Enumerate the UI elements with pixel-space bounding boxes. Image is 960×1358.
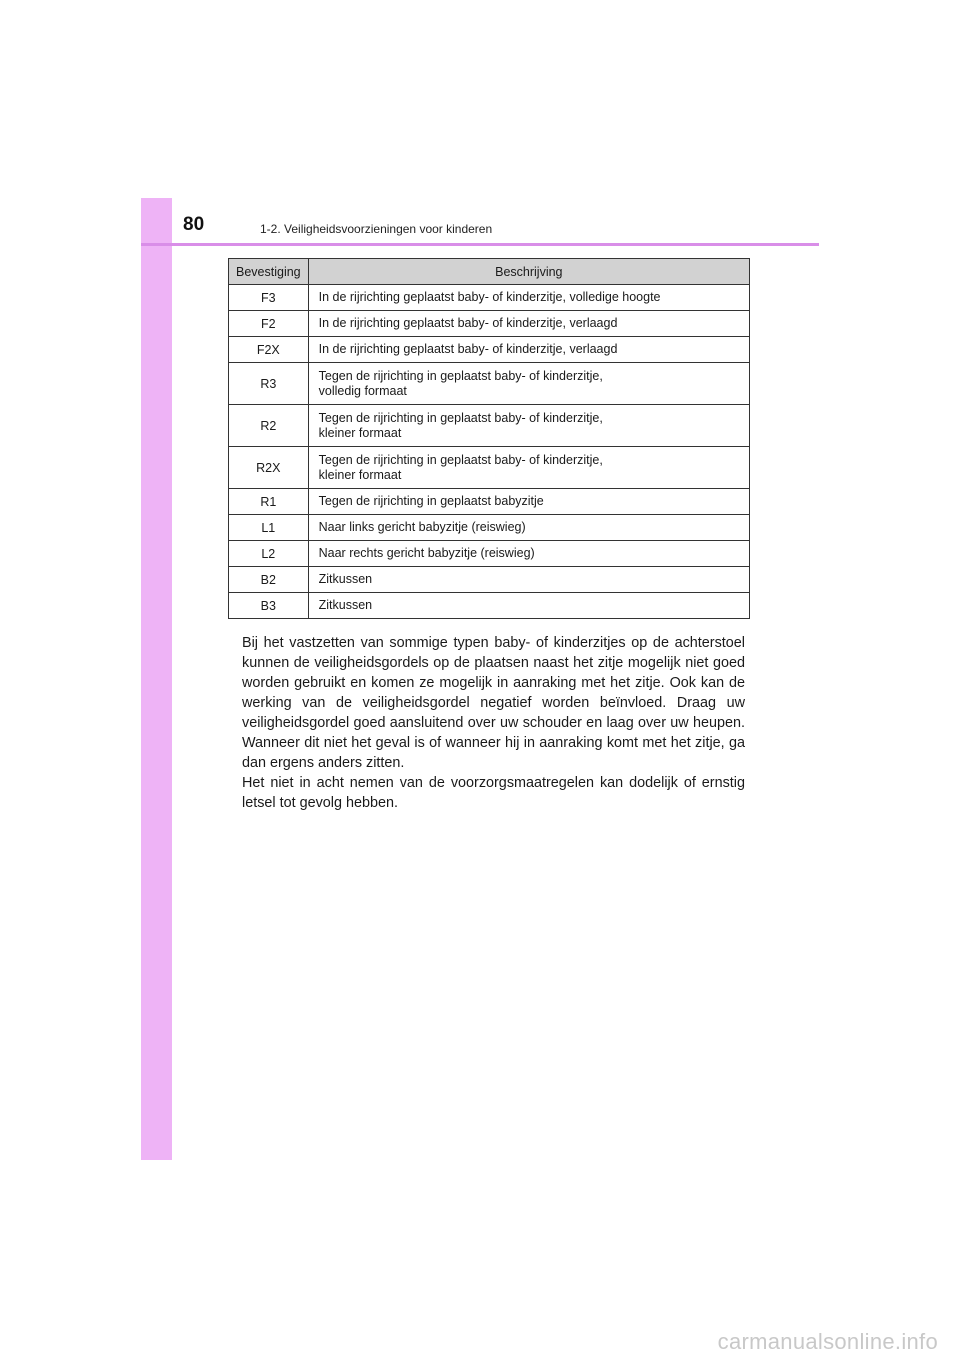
row-description: Tegen de rijrichting in geplaatst baby- of kinderzitje, kleiner formaat <box>308 447 749 489</box>
row-description: Naar rechts gericht babyzitje (reiswieg) <box>308 541 749 567</box>
row-description: In de rijrichting geplaatst baby- of kinderzitje, verlaagd <box>308 311 749 337</box>
row-description: Tegen de rijrichting in geplaatst babyzitje <box>308 489 749 515</box>
table-row <box>229 541 750 567</box>
row-description: Naar links gericht babyzitje (reiswieg) <box>308 515 749 541</box>
table-row <box>229 405 750 447</box>
table-header-row <box>229 259 750 285</box>
row-description: Tegen de rijrichting in geplaatst baby- of kinderzitje, kleiner formaat <box>308 405 749 447</box>
row-description: In de rijrichting geplaatst baby- of kinderzitje, volledige hoogte <box>308 285 749 311</box>
row-description: Zitkussen <box>308 567 749 593</box>
watermark: carmanualsonline.info <box>717 1329 938 1354</box>
row-code: F2 <box>229 311 309 337</box>
row-description: In de rijrichting geplaatst baby- of kinderzitje, verlaagd <box>308 337 749 363</box>
table-row <box>229 337 750 363</box>
table-row <box>229 447 750 489</box>
row-code: R2X <box>229 447 309 489</box>
row-code: B2 <box>229 567 309 593</box>
section-color-tab <box>141 198 172 1160</box>
section-title: 1-2. Veiligheidsvoorzieningen voor kinderen <box>260 222 493 236</box>
row-code: L1 <box>229 515 309 541</box>
row-code: B3 <box>229 593 309 619</box>
column-header-bevestiging: Bevestiging <box>229 259 309 285</box>
table-row <box>229 363 750 405</box>
column-header-beschrijving: Beschrijving <box>308 259 749 285</box>
table-row <box>229 567 750 593</box>
table-row <box>229 515 750 541</box>
warning-paragraph: Bij het vastzetten van sommige typen baby- of kinderzitjes op de achterstoel kunnen de veiligheidsgordels op de plaatsen naast het zitje mogelijk niet goed worden gebruikt en komen ze mogelijk in aanraking met het zitje. Ook kan de werking van de veiligheidsgordel negatief worden beïnvloed. Draag uw veiligheidsgordel goed aansluitend over uw schouder en laag over uw heupen. Wanneer dit niet het geval is of wanneer hij in aanraking komt met het zitje, ga dan ergens anders zitten. <box>242 635 745 771</box>
warning-text <box>242 633 745 813</box>
attachment-table <box>228 258 750 619</box>
consequence-paragraph: Het niet in acht nemen van de voorzorgsmaatregelen kan dodelijk of ernstig letsel tot gevolg hebben. <box>242 775 745 811</box>
row-description: Tegen de rijrichting in geplaatst baby- of kinderzitje, volledig formaat <box>308 363 749 405</box>
row-code: R2 <box>229 405 309 447</box>
row-code: R1 <box>229 489 309 515</box>
table-row <box>229 311 750 337</box>
table-row <box>229 593 750 619</box>
row-description: Zitkussen <box>308 593 749 619</box>
row-code: L2 <box>229 541 309 567</box>
header-rule <box>141 243 819 246</box>
page-number: 80 <box>183 214 205 235</box>
row-code: F3 <box>229 285 309 311</box>
table-row <box>229 285 750 311</box>
row-code: F2X <box>229 337 309 363</box>
table-row <box>229 489 750 515</box>
row-code: R3 <box>229 363 309 405</box>
